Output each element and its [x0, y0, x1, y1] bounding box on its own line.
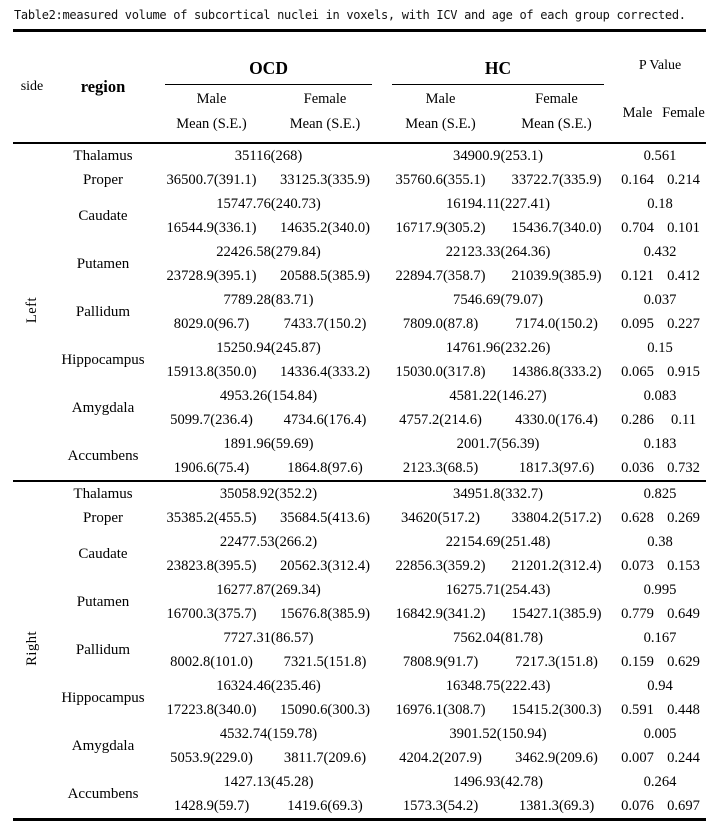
ocd-combined-mean: 15250.94(245.87)	[216, 339, 321, 356]
region-combined-row	[13, 192, 706, 216]
hc-combined-mean: 1496.93(42.78)	[453, 773, 544, 790]
group-header-hc	[382, 31, 614, 86]
region-combined-row	[13, 336, 706, 360]
ocd-combined-mean: 15747.76(240.73)	[216, 195, 321, 212]
subheader-mean-se-4: Mean (S.E.)	[521, 116, 592, 132]
p-value-female: 0.101	[667, 219, 700, 236]
region-combined-row	[13, 288, 706, 312]
ocd-combined-mean: 16277.87(269.34)	[216, 581, 321, 598]
hc-combined-mean: 34900.9(253.1)	[382, 143, 614, 168]
hc-male-mean: 22856.3(359.2)	[395, 557, 486, 574]
hc-male-mean: 34620(517.2)	[400, 509, 481, 526]
region-combined-row	[13, 432, 706, 456]
region-name: Accumbens	[67, 785, 139, 802]
ocd-male-mean: 15913.8(350.0)	[166, 363, 257, 380]
region-name: Caudate	[78, 545, 128, 562]
p-value-female: 0.649	[667, 605, 700, 622]
ocd-female-mean: 15090.6(300.3)	[280, 701, 370, 718]
hc-female-mean: 15427.1(385.9)	[511, 605, 602, 622]
region-name: Putamen	[76, 255, 130, 272]
ocd-combined-mean: 35116(268)	[155, 143, 382, 168]
hc-female-mean: 33722.7(335.9)	[511, 171, 602, 188]
ocd-combined-mean: 35058.92(352.2)	[155, 481, 382, 506]
ocd-female-mean: 14635.2(340.0)	[280, 219, 370, 236]
region-name-line2: Proper	[83, 509, 123, 526]
hc-combined-mean: 4581.22(146.27)	[449, 387, 547, 404]
ocd-female-mean: 20588.5(385.9)	[280, 267, 370, 284]
region-name: Hippocampus	[61, 351, 145, 368]
side-label-text: Right	[23, 630, 40, 666]
hc-female-mean: 15415.2(300.3)	[511, 701, 602, 718]
p-value-female: 0.153	[667, 557, 700, 574]
combined-p-value: 0.995	[643, 581, 677, 598]
subheader-hc-male: Male	[425, 90, 456, 107]
group-header-ocd	[155, 31, 382, 86]
ocd-combined-mean: 7727.31(86.57)	[223, 629, 314, 646]
combined-p-value: 0.005	[643, 725, 677, 742]
ocd-female-mean: 35684.5(413.6)	[280, 509, 370, 526]
region-detail-row	[13, 506, 706, 530]
ocd-female-mean: 20562.3(312.4)	[280, 557, 370, 574]
side-label-text: Left	[23, 297, 40, 324]
ocd-female-mean: 33125.3(335.9)	[280, 171, 370, 188]
hc-female-mean: 4330.0(176.4)	[515, 411, 598, 428]
ocd-combined-mean: 22426.58(279.84)	[216, 243, 321, 260]
hc-combined-mean: 22123.33(264.36)	[445, 243, 551, 260]
ocd-male-mean: 23728.9(395.1)	[166, 267, 257, 284]
ocd-male-mean: 5053.9(229.0)	[170, 749, 253, 766]
hc-male-mean: 16976.1(308.7)	[395, 701, 486, 718]
p-value-female: 0.629	[667, 653, 700, 670]
region-name: Amygdala	[71, 399, 135, 416]
ocd-combined-mean: 7789.28(83.71)	[223, 291, 314, 308]
combined-p-value: 0.561	[614, 143, 706, 168]
region-name: Amygdala	[71, 737, 135, 754]
hc-female-mean: 1381.3(69.3)	[518, 797, 595, 814]
side-label-right	[13, 481, 51, 820]
p-value-female: 0.214	[667, 171, 700, 188]
region-combined-row	[13, 770, 706, 794]
p-value-female: 0.227	[667, 315, 700, 332]
ocd-female-mean: 15676.8(385.9)	[280, 605, 370, 622]
p-value-male: 0.073	[621, 557, 654, 574]
hc-combined-mean: 16275.71(254.43)	[445, 581, 551, 598]
subheader-ocd-male: Male	[196, 90, 227, 107]
p-value-female: 0.915	[667, 363, 700, 380]
ocd-female-mean: 7321.5(151.8)	[283, 653, 367, 670]
ocd-male-mean: 35385.2(455.5)	[166, 509, 257, 526]
hc-female-mean: 15436.7(340.0)	[511, 219, 602, 236]
p-value-male: 0.076	[621, 797, 654, 814]
combined-p-value: 0.083	[643, 387, 677, 404]
hc-female-mean: 21201.2(312.4)	[511, 557, 602, 574]
region-detail-row	[13, 168, 706, 192]
ocd-female-mean: 4734.6(176.4)	[283, 411, 367, 428]
hc-male-mean: 2123.3(68.5)	[402, 459, 479, 476]
hc-combined-mean: 16348.75(222.43)	[445, 677, 551, 694]
ocd-combined-mean: 1891.96(59.69)	[223, 435, 314, 452]
hc-combined-mean: 7562.04(81.78)	[453, 629, 544, 646]
combined-p-value: 0.94	[647, 677, 673, 694]
region-combined-row	[13, 674, 706, 698]
ocd-combined-mean: 16324.46(235.46)	[216, 677, 321, 694]
region-combined-row	[13, 240, 706, 264]
p-value-male: 0.121	[621, 267, 654, 284]
ocd-male-mean: 1428.9(59.7)	[173, 797, 250, 814]
ocd-female-mean: 1864.8(97.6)	[287, 459, 363, 476]
ocd-male-mean: 5099.7(236.4)	[170, 411, 253, 428]
table-body	[13, 143, 706, 820]
subheader-mean-se-1: Mean (S.E.)	[176, 116, 247, 132]
ocd-male-mean: 36500.7(391.1)	[166, 171, 257, 188]
hc-female-mean: 7174.0(150.2)	[515, 315, 598, 332]
hc-male-mean: 1573.3(54.2)	[402, 797, 479, 814]
p-value-male: 0.007	[621, 749, 654, 766]
combined-p-value: 0.167	[643, 629, 677, 646]
region-combined-row	[13, 530, 706, 554]
region-name: Thalamus	[51, 481, 155, 506]
side-label-left	[13, 143, 51, 481]
hc-combined-mean: 34951.8(332.7)	[382, 481, 614, 506]
p-value-female: 0.269	[667, 509, 700, 526]
col-header-side: side	[20, 79, 44, 94]
region-combined-row	[13, 481, 706, 506]
hc-female-mean: 21039.9(385.9)	[511, 267, 602, 284]
hc-female-mean: 1817.3(97.6)	[518, 459, 595, 476]
ocd-female-mean: 1419.6(69.3)	[287, 797, 363, 814]
col-header-region: region	[80, 77, 126, 96]
ocd-male-mean: 8002.8(101.0)	[170, 653, 253, 670]
p-value-male: 0.286	[621, 411, 654, 428]
subheader-ocd-female: Female	[303, 90, 347, 107]
hc-female-mean: 3462.9(209.6)	[515, 749, 598, 766]
region-combined-row	[13, 143, 706, 168]
hc-combined-mean: 7546.69(79.07)	[453, 291, 544, 308]
subheader-mean-se-2: Mean (S.E.)	[289, 116, 361, 132]
hc-combined-mean: 2001.7(56.39)	[456, 435, 540, 452]
ocd-combined-mean: 22477.53(266.2)	[219, 533, 318, 550]
ocd-male-mean: 1906.6(75.4)	[173, 459, 250, 476]
hc-combined-mean: 14761.96(232.26)	[445, 339, 551, 356]
combined-p-value: 0.15	[647, 339, 673, 356]
hc-combined-mean: 16194.11(227.41)	[445, 195, 551, 212]
combined-p-value: 0.183	[643, 435, 677, 452]
region-name: Pallidum	[75, 641, 131, 658]
region-combined-row	[13, 626, 706, 650]
ocd-male-mean: 8029.0(96.7)	[173, 315, 250, 332]
hc-combined-mean: 22154.69(251.48)	[445, 533, 551, 550]
ocd-male-mean: 17223.8(340.0)	[166, 701, 257, 718]
hc-male-mean: 7808.9(91.7)	[402, 653, 479, 670]
ocd-male-mean: 16544.9(336.1)	[166, 219, 257, 236]
p-value-female: 0.448	[667, 701, 700, 718]
table-header	[13, 31, 706, 144]
subheader-p-female: Female	[662, 105, 705, 121]
p-value-male: 0.628	[621, 509, 654, 526]
p-value-male: 0.036	[621, 459, 654, 476]
region-name: Putamen	[76, 593, 130, 610]
p-value-female: 0.732	[667, 459, 700, 476]
hc-male-mean: 4757.2(214.6)	[399, 411, 482, 428]
table-caption: Table2:measured volume of subcortical nuclei in voxels, with ICV and age of each group corrected.	[14, 8, 686, 22]
ocd-female-mean: 3811.7(209.6)	[283, 749, 367, 766]
region-combined-row	[13, 578, 706, 602]
combined-p-value: 0.825	[614, 481, 706, 506]
region-combined-row	[13, 384, 706, 408]
hc-male-mean: 16717.9(305.2)	[395, 219, 486, 236]
region-name: Hippocampus	[61, 689, 145, 706]
combined-p-value: 0.264	[643, 773, 677, 790]
p-value-male: 0.704	[621, 219, 654, 236]
p-value-male: 0.159	[621, 653, 654, 670]
region-name: Pallidum	[75, 303, 131, 320]
combined-p-value: 0.432	[643, 243, 677, 260]
region-name: Caudate	[78, 207, 128, 224]
combined-p-value: 0.037	[643, 291, 677, 308]
hc-male-mean: 35760.6(355.1)	[395, 171, 486, 188]
ocd-female-mean: 14336.4(333.2)	[280, 363, 370, 380]
hc-male-mean: 22894.7(358.7)	[395, 267, 486, 284]
hc-female-mean: 7217.3(151.8)	[515, 653, 598, 670]
p-value-female: 0.11	[671, 411, 697, 428]
ocd-male-mean: 23823.8(395.5)	[166, 557, 257, 574]
col-header-pvalue: P Value	[638, 58, 682, 73]
subcortical-volume-table	[13, 29, 706, 821]
hc-male-mean: 4204.2(207.9)	[399, 749, 482, 766]
group-header-hc-label: HC	[392, 50, 604, 85]
hc-male-mean: 16842.9(341.2)	[395, 605, 486, 622]
p-value-female: 0.244	[667, 749, 700, 766]
region-name: Thalamus	[51, 143, 155, 168]
ocd-male-mean: 16700.3(375.7)	[166, 605, 257, 622]
combined-p-value: 0.18	[647, 195, 673, 212]
subheader-mean-se-3: Mean (S.E.)	[405, 116, 476, 132]
region-name-line2: Proper	[83, 171, 123, 188]
hc-female-mean: 14386.8(333.2)	[511, 363, 602, 380]
region-combined-row	[13, 722, 706, 746]
p-value-male: 0.779	[621, 605, 654, 622]
ocd-female-mean: 7433.7(150.2)	[283, 315, 367, 332]
subheader-p-male: Male	[622, 105, 653, 121]
p-value-male: 0.164	[621, 171, 654, 188]
hc-female-mean: 33804.2(517.2)	[511, 509, 602, 526]
subheader-hc-female: Female	[535, 90, 578, 107]
group-header-ocd-label: OCD	[165, 50, 372, 85]
hc-male-mean: 15030.0(317.8)	[395, 363, 486, 380]
p-value-female: 0.412	[667, 267, 700, 284]
p-value-female: 0.697	[667, 797, 700, 814]
region-name: Accumbens	[67, 447, 139, 464]
p-value-male: 0.095	[621, 315, 654, 332]
ocd-combined-mean: 4953.26(154.84)	[219, 387, 318, 404]
combined-p-value: 0.38	[647, 533, 673, 550]
hc-male-mean: 7809.0(87.8)	[402, 315, 479, 332]
ocd-combined-mean: 4532.74(159.78)	[219, 725, 318, 742]
hc-combined-mean: 3901.52(150.94)	[449, 725, 547, 742]
p-value-male: 0.591	[621, 701, 654, 718]
ocd-combined-mean: 1427.13(45.28)	[223, 773, 314, 790]
p-value-male: 0.065	[621, 363, 654, 380]
